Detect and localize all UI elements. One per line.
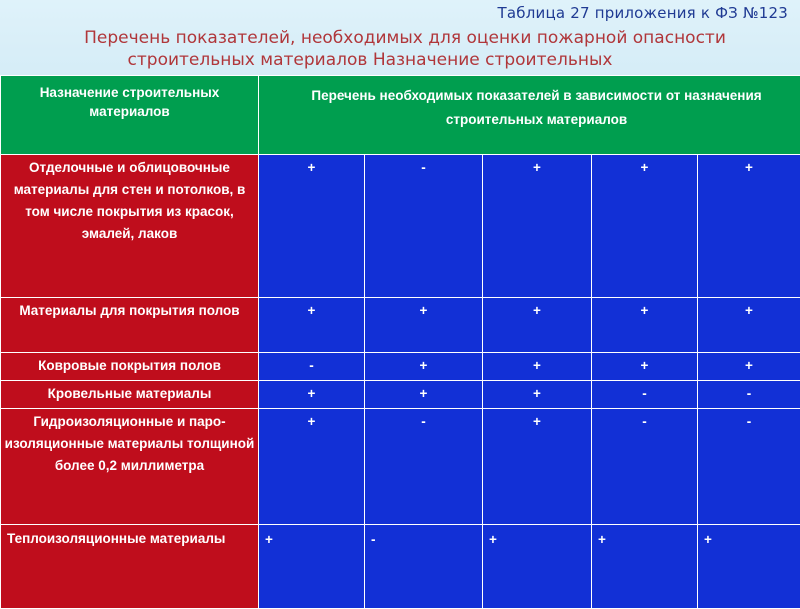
table-cell: - (592, 409, 698, 525)
table-cell: + (592, 298, 698, 353)
table-cell: + (365, 381, 483, 409)
indicators-table (0, 75, 800, 609)
table-reference: Таблица 27 приложения к ФЗ №123 (498, 4, 788, 22)
table-cell: - (698, 381, 800, 409)
table-row (1, 298, 800, 353)
row-label: Теплоизоляционные материалы (1, 525, 259, 609)
table-cell: + (592, 155, 698, 298)
table-cell: + (483, 298, 592, 353)
table-cell: + (259, 381, 365, 409)
title-line-1: Перечень показателей, необходимых для оценки пожарной опасности (0, 27, 800, 49)
table-cell: - (365, 155, 483, 298)
page-title (0, 27, 800, 71)
table-cell: + (698, 525, 800, 609)
table-cell: + (259, 525, 365, 609)
table-cell: + (483, 525, 592, 609)
row-label: Материалы для покрытия полов (1, 298, 259, 353)
row-label: Отделочные и облицовочные материалы для стен и потолков, в том числе покрытия из красок, эмалей, лаков (1, 155, 259, 298)
row-label: Кровельные материалы (1, 381, 259, 409)
table-cell: + (483, 353, 592, 381)
header-row (1, 76, 800, 155)
table-cell: + (259, 298, 365, 353)
table-row (1, 381, 800, 409)
table-cell: + (592, 525, 698, 609)
table-row (1, 525, 800, 609)
table-row (1, 409, 800, 525)
row-label: Гидроизоляционные и паро-изоляционные материалы толщиной более 0,2 миллиметра (1, 409, 259, 525)
table-cell: - (592, 381, 698, 409)
table-cell: + (698, 298, 800, 353)
column-header-purpose: Назначение строительных материалов (1, 76, 259, 155)
row-label: Ковровые покрытия полов (1, 353, 259, 381)
table-cell: + (483, 409, 592, 525)
table-cell: + (698, 353, 800, 381)
table-cell: - (259, 353, 365, 381)
table-row (1, 155, 800, 298)
column-header-indicators: Перечень необходимых показателей в зависимости от назначения строительных материалов (259, 76, 800, 155)
table-cell: + (483, 381, 592, 409)
table-cell: - (365, 525, 483, 609)
table-cell: - (698, 409, 800, 525)
table-cell: + (259, 155, 365, 298)
table-cell: + (592, 353, 698, 381)
table-cell: - (365, 409, 483, 525)
table-cell: + (365, 353, 483, 381)
table-cell: + (483, 155, 592, 298)
table-cell: + (365, 298, 483, 353)
table-cell: + (259, 409, 365, 525)
table-cell: + (698, 155, 800, 298)
table-row (1, 353, 800, 381)
title-line-2: строительных материалов Назначение строительных (0, 49, 800, 71)
